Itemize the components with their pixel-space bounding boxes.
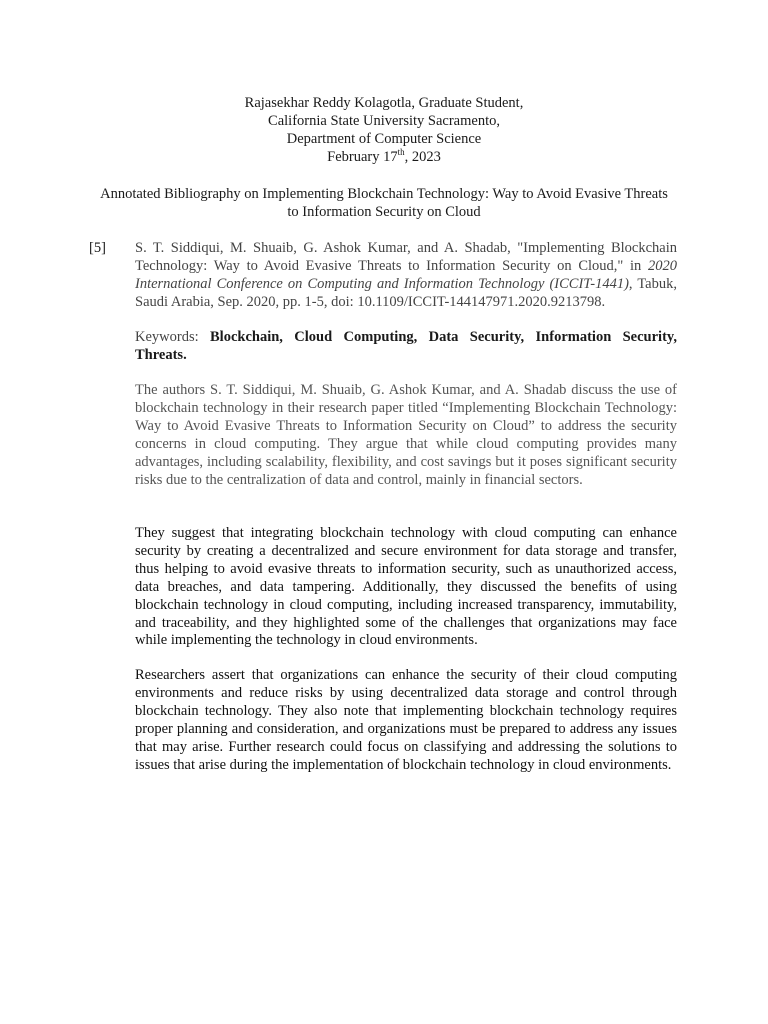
reference-number: [5]: [89, 240, 106, 256]
date-superscript: th: [397, 147, 405, 158]
date-line: [0, 148, 768, 166]
summary-paragraph-1: The authors S. T. Siddiqui, M. Shuaib, G. Ashok Kumar, and A. Shadab discuss the use of blockchain technology in their research paper titled “Implementing Blockchain Technology: Way to Avoid Evasive Threats to Information Security on Cloud” to address the security concerns in cloud computing. They argue that while cloud computing provides many advantages, including scalability, flexibility, and cost savings but it poses significant security risks due to the centralization of data and control, mainly in financial sectors.: [135, 382, 677, 488]
reference-details: , Tabuk, Saudi Arabia, Sep. 2020, pp. 1-5, doi: 10.1109/ICCIT-144147971.2020.9213798.: [135, 275, 677, 310]
date-prefix: February 17: [327, 149, 398, 165]
reference-venue: 2020 International Conference on Computing and Information Technology (ICCIT-1441): [135, 257, 677, 292]
author-header: [0, 94, 768, 166]
summary-paragraph-3: Researchers assert that organizations can enhance the security of their cloud computing environments and reduce risks by using decentralized data storage and control through blockchain technology. They also note that implementing blockchain technology requires proper planning and consideration, and organizations must be prepared to address any issues that may arise. Further research could focus on classifying and addressing the solutions to issues that arise during the implementation of blockchain technology in cloud environments.: [135, 667, 677, 773]
reference-authors-title: S. T. Siddiqui, M. Shuaib, G. Ashok Kumar, and A. Shadab, "Implementing Blockchain Technology: Way to Avoid Evasive Threats to Information Security on Cloud," in: [135, 240, 677, 274]
keywords-line: [135, 329, 677, 365]
keywords-label: Keywords:: [135, 329, 210, 345]
keywords-terms: Blockchain, Cloud Computing, Data Security, Information Security, Threats.: [135, 329, 677, 363]
department-line: Department of Computer Science: [286, 131, 482, 147]
date-suffix: , 2023: [404, 149, 441, 165]
author-line: Rajasekhar Reddy Kolagotla, Graduate Student,: [244, 95, 524, 111]
document-title: Annotated Bibliography on Implementing Blockchain Technology: Way to Avoid Evasive Threats to Information Security on Cloud: [100, 186, 668, 220]
university-line: California State University Sacramento,: [268, 113, 500, 129]
summary-paragraph-2: They suggest that integrating blockchain technology with cloud computing can enhance security by creating a decentralized and secure environment for data storage and transfer, thus helping to avoid evasive threats to information security, such as unauthorized access, data breaches, and data tampering. Additionally, they discussed the benefits of using blockchain technology in cloud computing, including increased transparency, immutability, and traceability, and they highlighted some of the challenges that organizations may face while implementing the technology in cloud environments.: [135, 525, 677, 649]
reference-entry: [89, 240, 677, 312]
reference-citation: [135, 240, 677, 312]
